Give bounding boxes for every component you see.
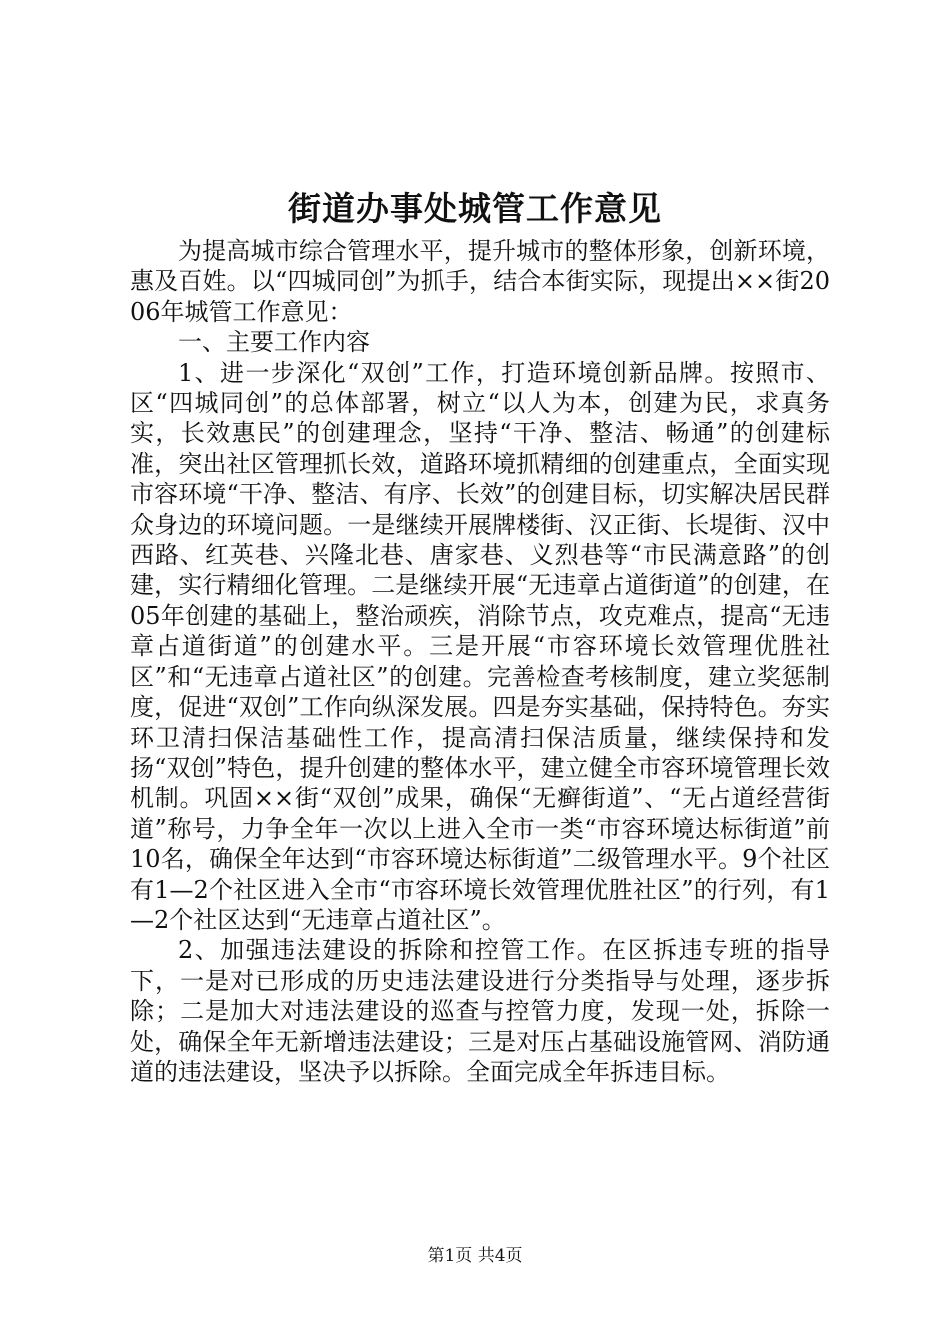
document-title: 街道办事处城管工作意见 — [288, 189, 662, 228]
section-heading-main-work: 一、主要工作内容 — [178, 328, 370, 357]
page-number-footer: 第1页 共4页 — [427, 1246, 523, 1266]
document-body — [130, 236, 830, 1087]
paragraph-intro: 为提高城市综合管理水平，提升城市的整体形象，创新环境，惠及百姓。以“四城同创”为抓手，结合本街实际，现提出××街2006年城管工作意见： — [130, 237, 830, 326]
paragraph-item-1: 1、进一步深化“双创”工作，打造环境创新品牌。按照市、区“四城同创”的总体部署，树立“以人为本，创建为民，求真务实，长效惠民”的创建理念，坚持“干净、整洁、畅通”的创建标准，突出社区管理抓长效，道路环境抓精细的创建重点，全面实现市容环境“干净、整洁、有序、长效”的创建目标，切实解决居民群众身边的环境问题。一是继续开展牌楼街、汉正街、长堤街、汉中西路、红英巷、兴隆北巷、唐家巷、义烈巷等“市民满意路”的创建，实行精细化管理。二是继续开展“无违章占道街道”的创建，在05年创建的基础上，整治顽疾，消除节点，攻克难点，提高“无违章占道街道”的创建水平。三是开展“市容环境长效管理优胜社区”和“无违章占道社区”的创建。完善检查考核制度，建立奖惩制度，促进“双创”工作向纵深发展。四是夯实基础，保持特色。夯实环卫清扫保洁基础性工作，提高清扫保洁质量，继续保持和发扬“双创”特色，提升创建的整体水平，建立健全市容环境管理长效机制。巩固××街“双创”成果，确保“无癣街道”、“无占道经营街道”称号，力争全年一次以上进入全市一类“市容环境达标街道”前10名，确保全年达到“市容环境达标街道”二级管理水平。9个社区有1—2个社区进入全市“市容环境长效管理优胜社区”的行列，有1—2个社区达到“无违章占道社区”。 — [130, 358, 830, 934]
paragraph-item-2: 2、加强违法建设的拆除和控管工作。在区拆违专班的指导下，一是对已形成的历史违法建设进行分类指导与处理，逐步拆除；二是加大对违法建设的巡查与控管力度，发现一处，拆除一处，确保全年无新增违法建设；三是对压占基础设施管网、消防通道的违法建设，坚决予以拆除。全面完成全年拆违目标。 — [130, 936, 830, 1086]
